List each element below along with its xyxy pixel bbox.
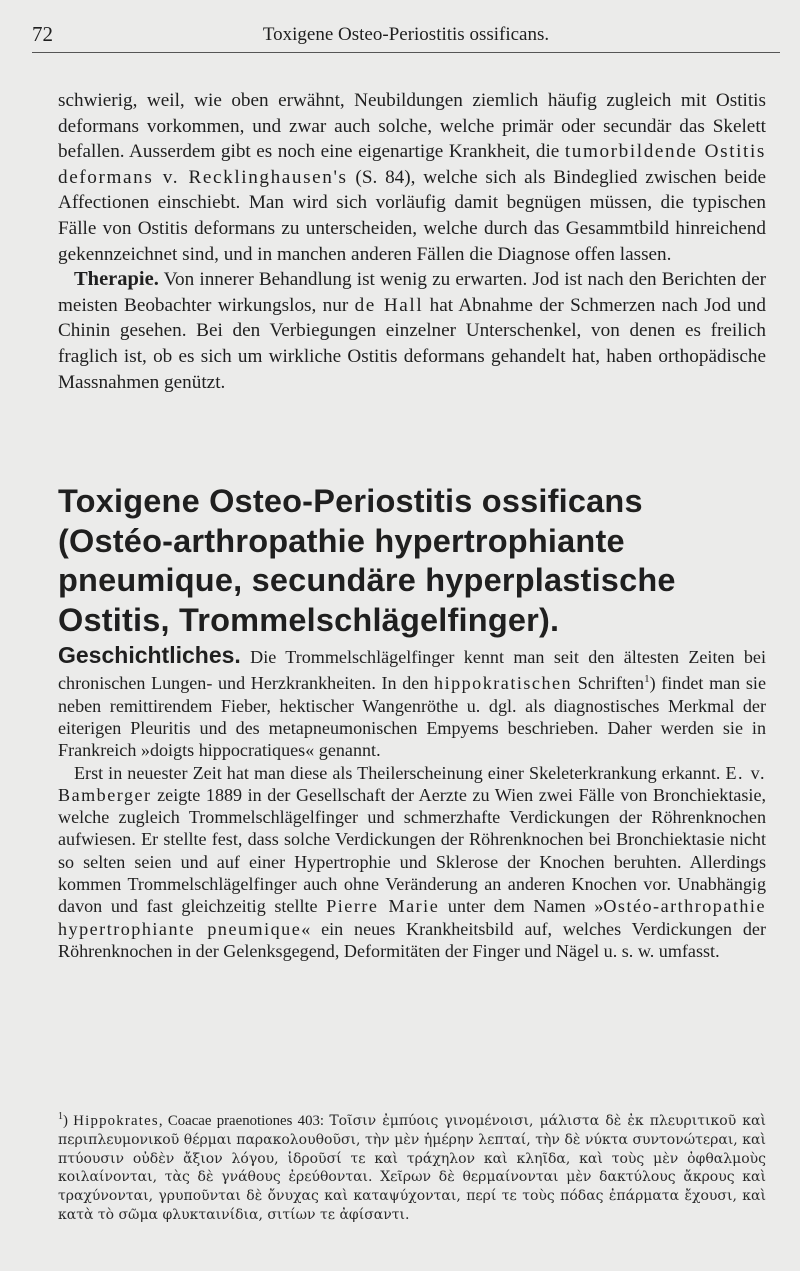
citation: , Coacae praenotiones 403: xyxy=(158,1112,330,1129)
text-run: « ein neues Krankheitsbild auf, welches Verdickungen der Röhrenknochen in der Gelenksgegend, Deformitäten der Finger und Nägel u. s. w. umfasst. xyxy=(58,918,766,961)
emphasized-term: tumorbildende Ostitis deformans v. Recklinghausen's xyxy=(58,141,766,188)
footnote-marker[interactable]: 1 xyxy=(644,673,650,686)
header-rule xyxy=(32,52,780,53)
paragraph-history xyxy=(58,644,766,762)
text-run: Von innerer Behandlung ist wenig zu erwarten. Jod ist nach den Berichten der meisten Beobachter wirkungslos, nur xyxy=(58,269,766,316)
emphasized-term: Ostéo-arthropathie hypertrophiante pneumique xyxy=(58,896,766,939)
page-number: 72 xyxy=(32,22,53,46)
paragraph-diagnosis xyxy=(58,88,766,267)
author-name: Hippokrates xyxy=(73,1112,159,1129)
text-run: hat Abnahme der Schmerzen nach Jod und Chinin gesehen. Bei den Verbiegungen einzelner Unterschenkel, von denen es freilich fraglich ist, ob es sich um wirkliche Ostitis deformans gehandelt hat, haben orthopädische Massnahmen genützt. xyxy=(58,294,766,393)
section-body xyxy=(58,644,766,962)
running-title: Toxigene Osteo-Periostitis ossificans. xyxy=(262,24,550,45)
text-run: Schriften xyxy=(572,673,645,694)
section-heading: Toxigene Osteo-Periostitis ossificans (Ostéo-arthropathie hypertrophiante pneumique, secundäre hyperplastische Ostitis, Trommelschlägelfinger). xyxy=(58,483,676,638)
therapy-label: Therapie. xyxy=(74,268,159,291)
continued-text xyxy=(58,88,766,395)
paragraph-recent xyxy=(58,762,766,963)
author-name: de Hall xyxy=(354,294,424,316)
text-run: Die Trommelschlägelfinger kennt man seit den ältesten Zeiten bei chronischen Lungen- und Herzkrankheiten. In den xyxy=(58,647,766,694)
paragraph-therapy xyxy=(58,267,766,395)
greek-quotation: Τοῖσιν ἐμπύοις γινομένοισι, μάλιστα δὲ ἐκ πλευριτικοῦ καὶ περιπλευμονικοῦ θέρμαι παρακολουθοῦσι, τὴν μὲν ἡμέρην λεπταί, τὴν δὲ νύκτα συντονώτεραι, καὶ πτύουσιν οὐδὲν ἄξιον λόγου, ἱδροῦσί τε καὶ τράχηλον καὶ κληῖδα, καὶ τοὺς μὲν ὀφθαλμοὺς κοιλαίνονται, τὰς δὲ γνάθους ἐρεύθονται. Χεῖρων δὲ θερμαίνονται μὲν δακτύλους ἄκρους καὶ τραχύνονται, γρυποῦνται δὲ ὄνυχας καὶ καταψύχονται, περί τε τοὺς πόδας ἐπάρματα ἔχουσι, καὶ κατὰ τὸ σῶμα φλυκταινίδια, σιτίων τε ἀφίσαντι. xyxy=(58,1112,766,1223)
footnote: $^1$) Hippokrates, Coacae praenotiones 403: Τοῖσιν ἐμπύοις γινομένοισι, μάλιστα δὲ ἐκ πλευριτικοῦ καὶ περιπλευμονικοῦ θέρμαι παρακολουθοῦσι, τὴν μὲν ἡμέρην λεπταί, τὴν δὲ νύκτα συντονώτεραι, καὶ πτύουσιν οὐδὲν ἄξιον λόγου, ἱδροῦσί τε καὶ τράχηλον καὶ κληῖδα, καὶ τοὺς μὲν ὀφθαλμοὺς κοιλαίνονται, τὰς δὲ γνάθους ἐρεύθονται. Χεῖρων δὲ θερμαίνονται μὲν δακτύλους ἄκρους καὶ τραχύνονται, γρυποῦνται δὲ ὄνυχας καὶ καταψύχονται, περί τε τοὺς πόδας ἐπάρματα ἔχουσι, καὶ κατὰ τὸ σῶμα φλυκταινίδια, σιτίων τε ἀφίσαντι. xyxy=(58,1111,766,1223)
author-name: Pierre Marie xyxy=(326,896,440,917)
text-run: zeigte 1889 in der Gesellschaft der Aerzte zu Wien zwei Fälle von Bronchiektasie, welche zugleich Trommelschlägelfinger und schmerzhafte Verdickungen der Röhrenknochen aufwiesen. Er stellte fest, dass solche Verdickungen der Röhrenknochen bei Bronchiektasie nicht so selten seien und auf einer Hypertrophie und Sklerose der Knochen beruhten. Allerdings kommen Trommelschlägelfinger auch ohne Veränderung an anderen Knochen vor. Unabhängig davon und fast gleichzeitig stellte xyxy=(58,784,766,917)
footnote-number: 1 xyxy=(58,1111,63,1122)
text-run: (S. 84), welche sich als Bindeglied zwischen beide Affectionen einschiebt. Man wird sich vorläufig damit begnügen müssen, die typischen Fälle von Ostitis deformans zu unterscheiden, welche durch das Gesammtbild hinreichend gekennzeichnet sind, und in manchen anderen Fällen die Diagnose offen lassen. xyxy=(58,166,766,265)
subheading: Geschichtliches. xyxy=(58,642,241,668)
page-header xyxy=(32,22,780,50)
text-run: schwierig, weil, wie oben erwähnt, Neubildungen ziemlich häufig zugleich mit Ostitis deformans vorkommen, und zwar auch solche, welche primär oder secundär das Skelett befallen. Ausserdem gibt es noch eine eigenartige Krankheit, die xyxy=(58,90,766,163)
emphasized-term: hippokratischen xyxy=(434,673,573,694)
author-name: E. v. Bamberger xyxy=(58,762,766,805)
text-run: unter dem Namen » xyxy=(439,896,604,917)
text-run: Erst in neuester Zeit hat man diese als Theilerscheinung einer Skeleterkrankung erkannt. xyxy=(74,762,726,783)
text-run: ) findet man sie neben remittirendem Fieber, hektischer Wangenröthe u. dgl. als diagnostisches Merkmal der eiterigen Pleuritis und des metapneumonischen Empyems beschrieben. Daher werden sie in Frankreich »doigts hippocratiques« genannt. xyxy=(58,673,766,761)
